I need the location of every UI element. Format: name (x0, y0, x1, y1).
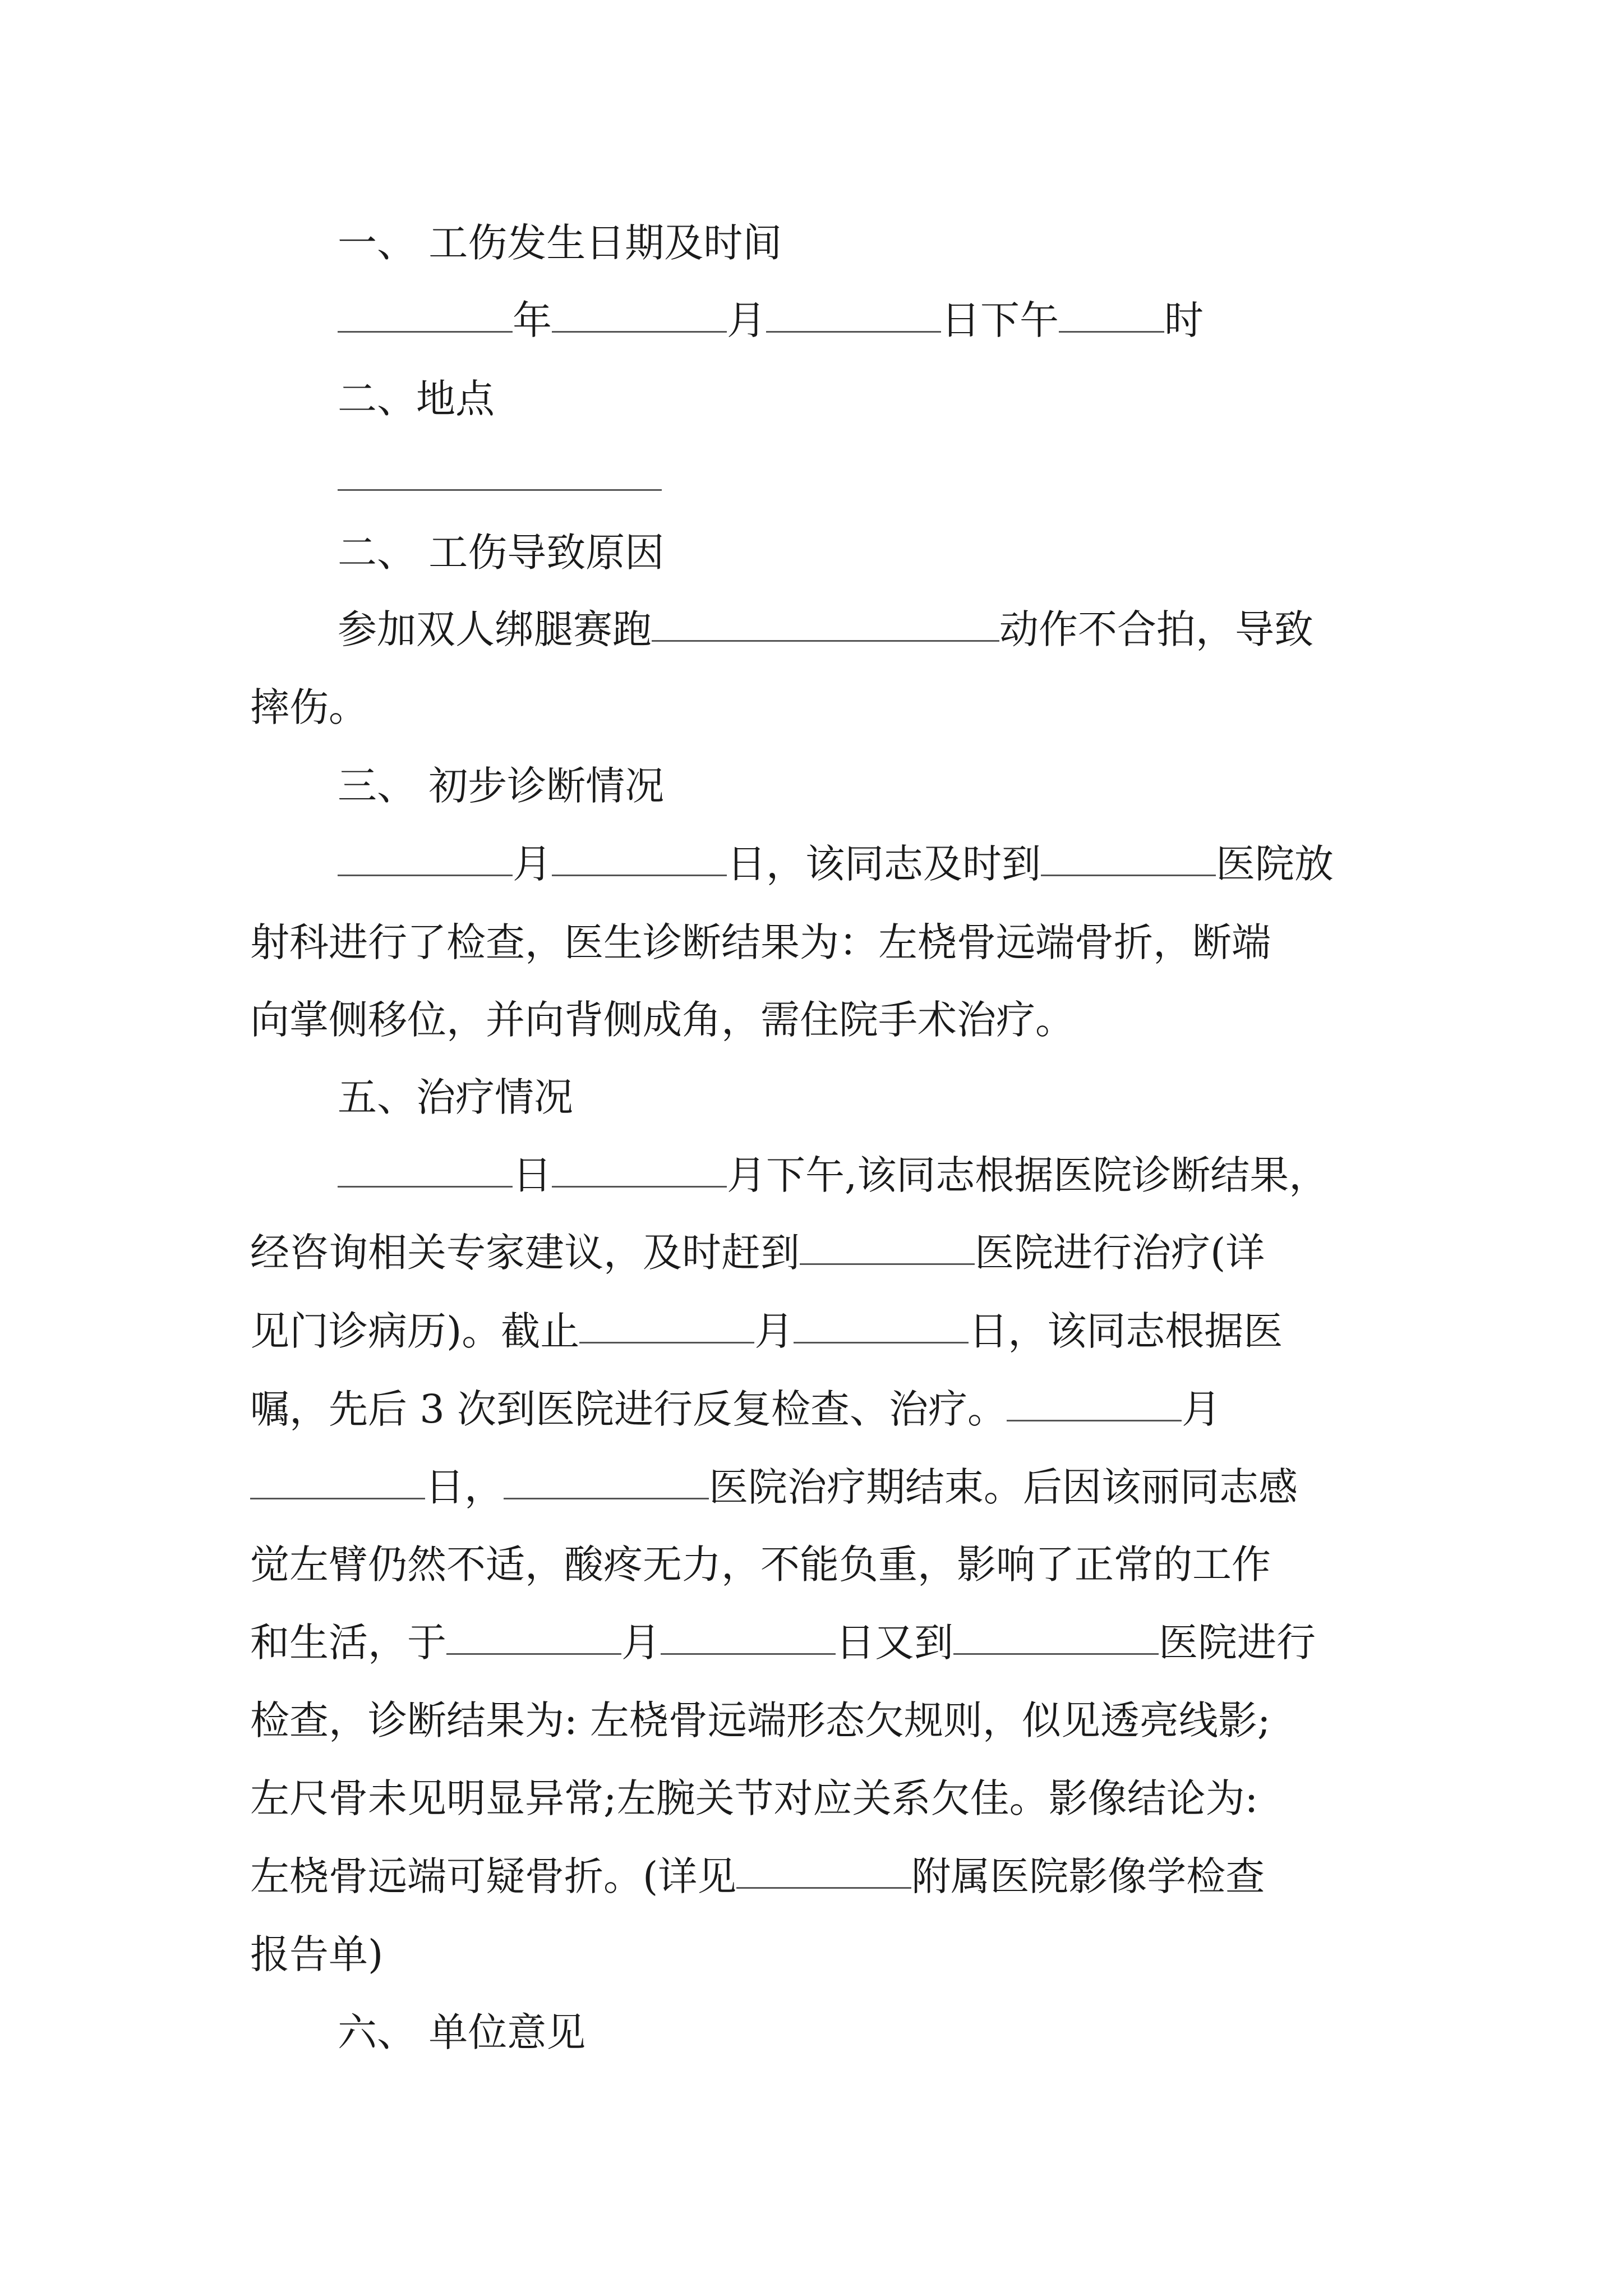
section-4-title (338, 761, 664, 811)
recheck-day-blank[interactable] (661, 1617, 836, 1655)
recheck-month-label: 月 (621, 1619, 661, 1665)
diagnosis-month-label: 月 (513, 841, 552, 887)
cause-text-a: 参加双人绑腿赛跑 (338, 606, 652, 652)
diagnosis-hospital-text: 医院放 (1216, 841, 1334, 887)
diagnosis-day-text: 日，该同志及时到 (727, 841, 1041, 887)
diagnosis-line-1 (338, 839, 1334, 889)
treatment-line-2 (250, 1227, 1265, 1278)
treatment-text-10a: 左桡骨远端可疑骨折。(详见 (250, 1853, 737, 1899)
treatment-line-1 (338, 1150, 1328, 1200)
diagnosis-day-blank[interactable] (552, 839, 727, 876)
diagnosis-line-3 (250, 995, 1075, 1045)
treatment-period-hospital-blank[interactable] (504, 1462, 709, 1499)
treatment-line-5 (250, 1462, 1298, 1512)
treatment-text-2a: 经咨询相关专家建议，及时赶到 (250, 1230, 800, 1276)
treatment-period-day-label: 日， (425, 1464, 504, 1510)
cause-blank[interactable] (652, 604, 999, 642)
diagnosis-hospital-blank[interactable] (1041, 839, 1216, 876)
month-blank[interactable] (552, 295, 727, 333)
hour-blank[interactable] (1059, 295, 1164, 333)
location-blank[interactable] (338, 453, 662, 491)
cause-line-2 (250, 682, 368, 733)
treatment-period-month-label: 月 (1182, 1386, 1221, 1432)
treatment-line-4 (250, 1384, 1221, 1434)
treatment-month-blank[interactable] (552, 1150, 727, 1188)
treatment-hospital-blank[interactable] (800, 1227, 975, 1265)
diagnosis-text-3: 向掌侧移位，并向背侧成角，需住院手术治疗。 (250, 997, 1075, 1043)
recheck-hospital-blank[interactable] (953, 1617, 1159, 1655)
section-5-title (338, 1072, 573, 1122)
treatment-text-3b: 日，该同志根据医 (969, 1308, 1283, 1354)
treatment-text-4a: 嘱，先后 3 次到医院进行反复检查、治疗。 (250, 1386, 1007, 1432)
diagnosis-month-blank[interactable] (338, 839, 513, 876)
treatment-line-7 (250, 1617, 1316, 1668)
year-blank[interactable] (338, 295, 513, 333)
treatment-text-7a: 和生活，于 (250, 1619, 446, 1665)
treatment-end-month-label: 月 (754, 1308, 794, 1354)
treatment-text-5b: 医院治疗期结束。后因该丽同志感 (709, 1464, 1298, 1510)
diagnosis-text-2: 射科进行了检查，医生诊断结果为：左桡骨远端骨折，断端 (250, 919, 1271, 965)
section-6-title (338, 2007, 585, 2058)
treatment-line-6 (250, 1539, 1271, 1590)
section-3-title-text: 二、 工伤导致原因 (338, 530, 665, 576)
treatment-text-1: 月下午,该同志根据医院诊断结果， (727, 1152, 1329, 1198)
treatment-text-3a: 见门诊病历)。截止 (250, 1308, 580, 1354)
treatment-period-month-blank[interactable] (1007, 1384, 1182, 1421)
date-time-line (338, 295, 1204, 346)
treatment-day-label: 日 (513, 1152, 552, 1198)
section-6-title-text: 六、 单位意见 (338, 2009, 586, 2055)
diagnosis-line-2 (250, 917, 1271, 968)
treatment-text-9: 左尺骨未见明显异常;左腕关节对应关系欠佳。影像结论为: (250, 1775, 1258, 1821)
section-3-title (338, 527, 664, 578)
section-1-title (338, 218, 782, 268)
treatment-text-11: 报告单) (250, 1931, 384, 1977)
day-blank[interactable] (766, 295, 941, 333)
recheck-day-text: 日又到 (836, 1619, 953, 1665)
treatment-line-11 (250, 1929, 383, 1980)
treatment-end-day-blank[interactable] (794, 1306, 969, 1343)
day-afternoon-label: 日下午 (941, 297, 1059, 343)
treatment-text-6: 觉左臂仍然不适，酸疼无力，不能负重，影响了正常的工作 (250, 1542, 1271, 1588)
treatment-line-9 (250, 1773, 1258, 1824)
cause-line-1 (338, 604, 1313, 655)
section-5-title-text: 五、治疗情况 (338, 1074, 573, 1120)
treatment-end-month-blank[interactable] (579, 1306, 754, 1343)
treatment-line-8 (250, 1695, 1270, 1746)
imaging-hospital-blank[interactable] (736, 1851, 911, 1889)
cause-text-b: 动作不合拍，导致 (999, 606, 1313, 652)
recheck-month-blank[interactable] (446, 1617, 621, 1655)
section-2-title-text: 二、地点 (338, 376, 495, 422)
treatment-text-2b: 医院进行治疗(详 (975, 1230, 1265, 1276)
treatment-period-day-blank[interactable] (250, 1462, 425, 1499)
cause-text-c: 摔伤。 (250, 684, 368, 730)
year-label: 年 (513, 297, 552, 343)
month-label: 月 (727, 297, 766, 343)
location-line (338, 453, 662, 504)
treatment-day-blank[interactable] (338, 1150, 513, 1188)
treatment-line-3 (250, 1306, 1283, 1356)
hour-label: 时 (1164, 297, 1204, 343)
treatment-text-8: 检查，诊断结果为: 左桡骨远端形态欠规则，似见透亮线影; (250, 1697, 1271, 1743)
section-2-title (338, 374, 495, 424)
section-1-title-text: 一、 工伤发生日期及时间 (338, 220, 782, 266)
section-4-title-text: 三、 初步诊断情况 (338, 763, 665, 809)
treatment-line-10 (250, 1851, 1265, 1902)
recheck-hospital-text: 医院进行 (1159, 1619, 1316, 1665)
treatment-text-10b: 附属医院影像学检查 (911, 1853, 1265, 1899)
